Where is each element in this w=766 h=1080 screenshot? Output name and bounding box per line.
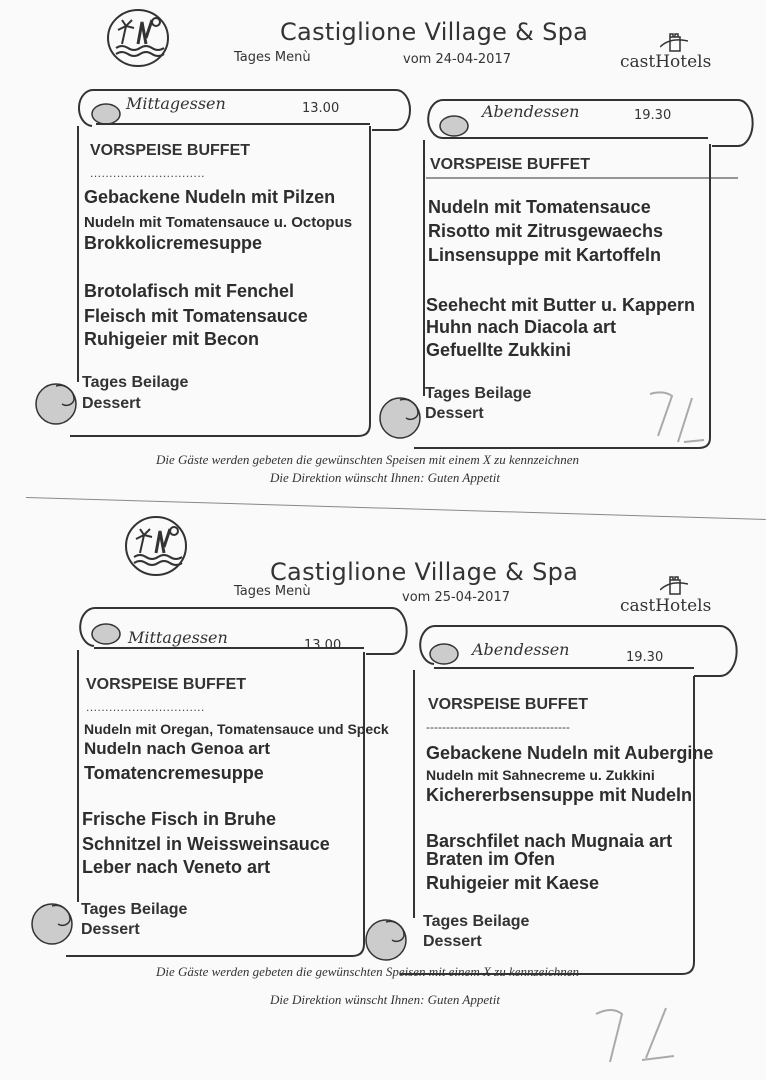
footer-greeting: Die Direktion wünscht Ihnen: Guten Appetit [270, 470, 500, 485]
dinner-label: Abendessen [482, 102, 580, 121]
dinner-main-1: Seehecht mit Butter u. Kappern [426, 295, 696, 315]
footer-instruction: Die Gäste werden gebeten die gewünschten Speisen mit einem X zu kennzeichnen [156, 452, 579, 467]
dinner-starter-3: Kichererbsensuppe mit Nudeln [426, 785, 693, 805]
lunch-starter-1: Nudeln mit Oregan, Tomatensauce und Speck [84, 721, 389, 737]
brand-logo: castHotels [620, 596, 712, 616]
side-dish-label: Tages Beilage [423, 913, 530, 930]
dinner-main-2: Huhn nach Diacola art [426, 317, 617, 337]
dinner-main-3: Gefuellte Zukkini [426, 340, 572, 360]
handwritten-mark-icon [592, 1004, 688, 1066]
lunch-menu-card [34, 86, 414, 438]
dotted-separator: ............................... [86, 700, 205, 714]
dinner-starter-2: Nudeln mit Sahnecreme u. Zukkini [426, 767, 655, 783]
starter-buffet-heading: VORSPEISE BUFFET [428, 696, 589, 713]
dinner-time: 19.30 [626, 650, 664, 665]
dinner-main-3: Ruhigeier mit Kaese [426, 873, 600, 893]
lunch-starter-1: Gebackene Nudeln mit Pilzen [84, 187, 336, 207]
dinner-label: Abendessen [472, 640, 570, 659]
lunch-main-3: Ruhigeier mit Becon [84, 329, 260, 349]
menu-date: vom 25-04-2017 [402, 590, 510, 605]
lunch-main-2: Schnitzel in Weissweinsauce [82, 834, 330, 854]
dashed-separator: ------------------------------------ [426, 720, 570, 734]
dinner-main-2: Braten im Ofen [426, 849, 556, 869]
lunch-label: Mittagessen [128, 628, 228, 647]
lunch-starter-2: Nudeln nach Genoa art [84, 739, 271, 758]
dinner-time: 19.30 [634, 108, 672, 123]
lunch-label: Mittagessen [126, 94, 226, 113]
dinner-menu-card [364, 622, 748, 978]
dessert-label: Dessert [423, 933, 482, 950]
page-title: Castiglione Village & Spa [270, 558, 579, 586]
dessert-label: Dessert [82, 395, 141, 412]
brand-logo: castHotels [620, 52, 712, 72]
lunch-time: 13.00 [304, 638, 342, 653]
lunch-main-1: Frische Fisch in Bruhe [82, 809, 277, 829]
footer-instruction: Die Gäste werden gebeten die gewünschten Speisen mit einem X zu kennzeichnen [156, 964, 579, 979]
dinner-starter-1: Gebackene Nudeln mit Aubergine [426, 743, 714, 763]
dinner-starter-3: Linsensuppe mit Kartoffeln [428, 245, 662, 265]
starter-buffet-heading: VORSPEISE BUFFET [430, 156, 591, 173]
starter-buffet-heading: VORSPEISE BUFFET [86, 676, 247, 693]
handwritten-mark-icon [644, 388, 720, 448]
side-dish-label: Tages Beilage [425, 385, 532, 402]
lunch-time: 13.00 [302, 101, 340, 116]
lunch-starter-3: Tomatencremesuppe [84, 763, 264, 783]
footer-greeting: Die Direktion wünscht Ihnen: Guten Appetit [270, 992, 500, 1007]
resort-logo-icon [106, 8, 170, 68]
starter-buffet-heading: VORSPEISE BUFFET [90, 142, 251, 159]
lunch-menu-card [30, 604, 410, 958]
page-title: Castiglione Village & Spa [280, 18, 589, 46]
menu-subtitle: Tages Menù [234, 584, 311, 599]
dessert-label: Dessert [425, 405, 484, 422]
lunch-main-1: Brotolafisch mit Fenchel [84, 281, 295, 301]
lunch-main-2: Fleisch mit Tomatensauce [84, 306, 308, 326]
resort-logo-icon [124, 515, 188, 577]
dinner-starter-1: Nudeln mit Tomatensauce [428, 197, 651, 217]
lunch-starter-2: Nudeln mit Tomatensauce u. Octopus [84, 214, 353, 231]
dinner-main-1: Barschfilet nach Mugnaia art [426, 831, 673, 851]
tower-icon [660, 576, 688, 598]
dotted-separator: .............................. [90, 166, 206, 180]
lunch-main-3: Leber nach Veneto art [82, 857, 271, 877]
lunch-starter-3: Brokkolicremesuppe [84, 233, 263, 253]
dessert-label: Dessert [81, 921, 140, 938]
side-dish-label: Tages Beilage [81, 901, 188, 918]
dinner-starter-2: Risotto mit Zitrusgewaechs [428, 221, 664, 241]
menu-date: vom 24-04-2017 [403, 52, 511, 67]
menu-subtitle: Tages Menù [234, 50, 311, 65]
side-dish-label: Tages Beilage [82, 374, 189, 391]
